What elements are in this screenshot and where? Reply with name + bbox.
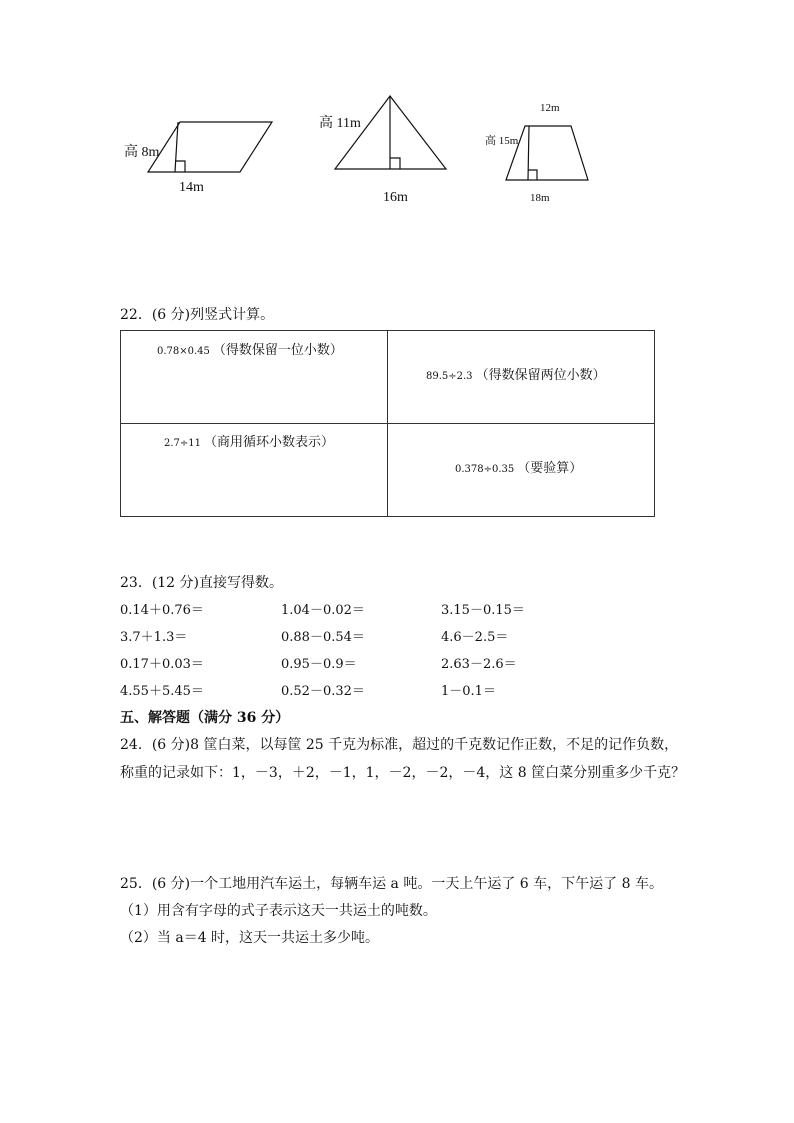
q23-item: 3.7＋1.3＝	[120, 630, 188, 645]
q25-sub-2: （2）当 a＝4 时，这天一共运土多少吨。	[120, 930, 380, 946]
q22-cell-2-expr: 89.5÷2.3	[426, 371, 473, 382]
q23-item: 4.6－2.5＝	[441, 630, 509, 645]
q23-item: 1.04－0.02＝	[281, 603, 365, 618]
q23-item: 0.17＋0.03＝	[120, 657, 204, 672]
q23-item: 1－0.1＝	[441, 684, 496, 699]
triangle-figure	[335, 96, 446, 169]
q23-item: 0.95－0.9＝	[281, 657, 357, 672]
q25-sub-1: （1）用含有字母的式子表示这天一共运土的吨数。	[120, 903, 437, 919]
q22-cell-3-note: （商用循环小数表示）	[204, 435, 335, 450]
q22-cell-4-note: （要验算）	[517, 461, 583, 476]
q22-title: 22．(6 分)列竖式计算。	[120, 307, 275, 323]
q25-line-1: 25．(6 分)一个工地用汽车运土，每辆车运 a 吨。一天上午运了 6 车，下午运了 8 车。	[120, 876, 663, 892]
q23-item: 0.88－0.54＝	[281, 630, 365, 645]
triangle-height-label: 高 11m	[319, 116, 361, 131]
triangle-base-label: 16m	[383, 190, 408, 205]
q23-item: 0.14＋0.76＝	[120, 603, 204, 618]
parallelogram-base-label: 14m	[179, 180, 204, 195]
trapezoid-base-label: 18m	[530, 192, 550, 204]
q23-title: 23．(12 分)直接写得数。	[120, 575, 284, 591]
q22-cell-3-expr: 2.7÷11	[164, 438, 202, 449]
q22-cell-4[interactable]	[388, 424, 655, 517]
q22-cell-2-note: （得数保留两位小数）	[475, 368, 606, 383]
parallelogram-height-label: 高 8m	[124, 145, 160, 160]
q22-cell-1-expr: 0.78×0.45	[157, 346, 210, 357]
q23-item: 3.15－0.15＝	[441, 603, 525, 618]
q22-cell-1[interactable]	[121, 331, 388, 424]
q23-item: 4.55＋5.45＝	[120, 684, 204, 699]
trapezoid-height-label: 高 15m	[485, 135, 519, 147]
q23-item: 0.52－0.32＝	[281, 684, 365, 699]
q22-cell-1-note: （得数保留一位小数）	[212, 343, 343, 358]
q22-cell-4-expr: 0.378÷0.35	[455, 464, 515, 475]
q24-line-2: 称重的记录如下：1，－3，＋2，－1，1，－2，－2，－4，这 8 筐白菜分别重多少千克？	[120, 765, 686, 781]
q24-line-1: 24．(6 分)8 筐白菜，以每筐 25 千克为标准，超过的千克数记作正数，不足的记作负数，	[120, 737, 679, 753]
q23-item: 2.63－2.6＝	[441, 657, 517, 672]
q22-cell-3[interactable]	[121, 424, 388, 517]
trapezoid-top-label: 12m	[540, 102, 560, 114]
q22-cell-2[interactable]	[388, 331, 655, 424]
section-5-title: 五、解答题（满分 36 分）	[120, 710, 290, 726]
parallelogram-figure	[148, 122, 272, 172]
q22-calc-table	[120, 330, 655, 517]
